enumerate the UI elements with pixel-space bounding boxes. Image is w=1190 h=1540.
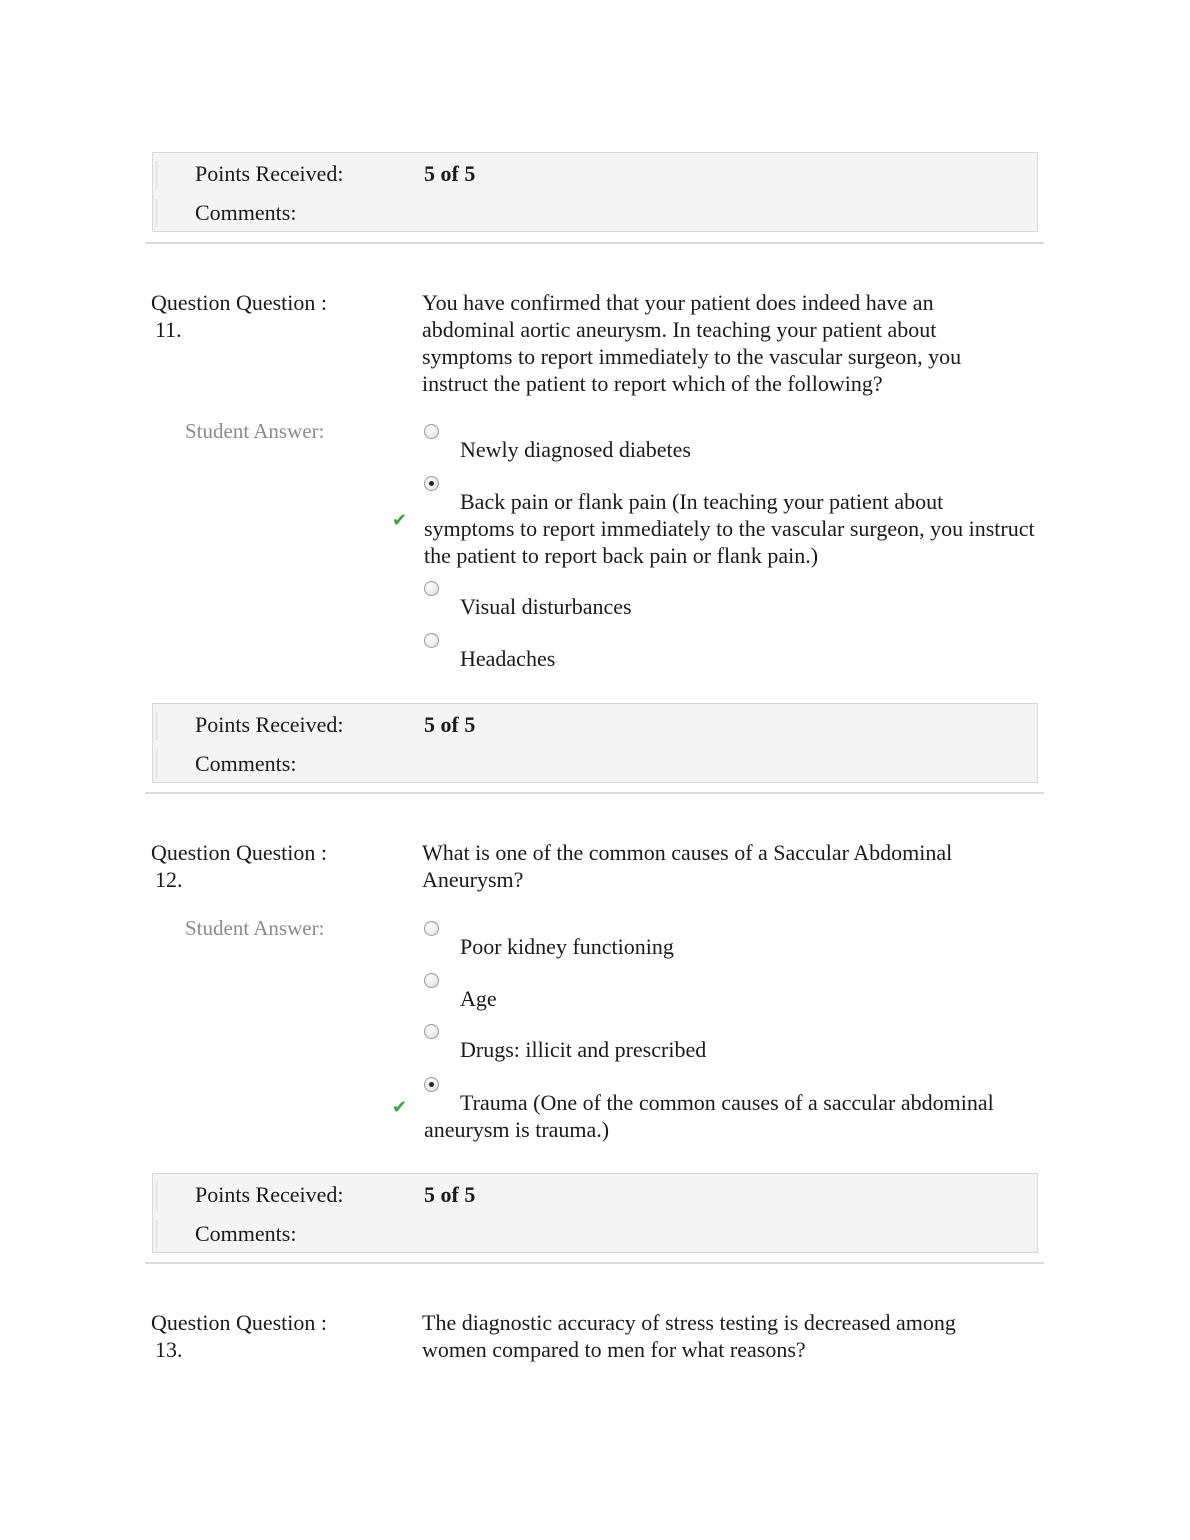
panel-edge (155, 1220, 158, 1248)
question-label: Question Question : (151, 1310, 327, 1335)
question-header (151, 1309, 327, 1363)
radio-button-icon[interactable] (424, 633, 439, 648)
panel-edge (155, 1182, 158, 1210)
answer-option-text: Trauma (One of the common causes of a saccular abdominal aneurysm is trauma.) (424, 1090, 994, 1142)
answer-option[interactable] (424, 973, 1036, 1012)
question-number: 12. (155, 867, 183, 892)
answer-option-selected[interactable] (424, 476, 1036, 569)
panel-edge (155, 161, 158, 189)
answer-option-text: Age (460, 986, 497, 1011)
points-received-value: 5 of 5 (424, 161, 476, 186)
question-number: 11. (155, 317, 182, 342)
section-divider (145, 792, 1044, 794)
question-number: 13. (155, 1337, 183, 1362)
panel-edge (155, 750, 158, 778)
answer-option-text: Drugs: illicit and prescribed (460, 1037, 707, 1062)
answer-option[interactable] (424, 1024, 1036, 1063)
answer-option-text: Visual disturbances (460, 594, 632, 619)
answer-option[interactable] (424, 581, 1036, 620)
points-received-value: 5 of 5 (424, 1182, 476, 1207)
radio-button-icon[interactable] (424, 1024, 439, 1039)
answer-option-text: Back pain or flank pain (In teaching your patient about symptoms to report immediately to the vascular surgeon, you instruct the patient to report back pain or flank pain.) (424, 489, 1035, 568)
question-text: You have confirmed that your patient does indeed have an abdominal aortic aneurysm. In teaching your patient about symptoms to report immediately to the vascular surgeon, you instruct the patient to report which of the following? (422, 290, 962, 396)
points-received-label: Points Received: (195, 712, 344, 737)
panel-edge (155, 199, 158, 227)
points-received-value: 5 of 5 (424, 712, 476, 737)
panel-edge (155, 712, 158, 740)
points-panel (152, 703, 1038, 783)
student-answer-label: Student Answer: (185, 419, 325, 443)
points-panel (152, 1173, 1038, 1253)
answer-option[interactable] (424, 921, 1036, 960)
checkmark-icon: ✔ (392, 1097, 408, 1118)
comments-label: Comments: (195, 1221, 297, 1246)
radio-button-icon[interactable] (424, 973, 439, 988)
radio-button-icon[interactable] (424, 424, 439, 439)
comments-label: Comments: (195, 751, 297, 776)
answer-option-text: Poor kidney functioning (460, 934, 674, 959)
section-divider (145, 1262, 1044, 1264)
radio-button-icon[interactable] (424, 921, 439, 936)
points-received-label: Points Received: (195, 161, 344, 186)
section-divider (145, 242, 1044, 244)
question-text: The diagnostic accuracy of stress testing is decreased among women compared to men for what reasons? (422, 1310, 956, 1362)
answer-option[interactable] (424, 633, 1036, 672)
comments-label: Comments: (195, 200, 297, 225)
checkmark-icon: ✔ (392, 510, 408, 531)
points-panel (152, 152, 1038, 232)
question-label: Question Question : (151, 840, 327, 865)
points-received-label: Points Received: (195, 1182, 344, 1207)
answer-option-selected[interactable] (424, 1077, 1036, 1143)
question-header (151, 289, 327, 343)
question-label: Question Question : (151, 290, 327, 315)
student-answer-label: Student Answer: (185, 916, 325, 940)
radio-button-icon[interactable] (424, 1077, 439, 1092)
radio-button-icon[interactable] (424, 581, 439, 596)
question-text: What is one of the common causes of a Saccular Abdominal Aneurysm? (422, 840, 953, 892)
question-header (151, 839, 327, 893)
radio-button-icon[interactable] (424, 476, 439, 491)
answer-option-text: Newly diagnosed diabetes (460, 437, 691, 462)
answer-option[interactable] (424, 424, 1036, 463)
answer-option-text: Headaches (460, 646, 556, 671)
